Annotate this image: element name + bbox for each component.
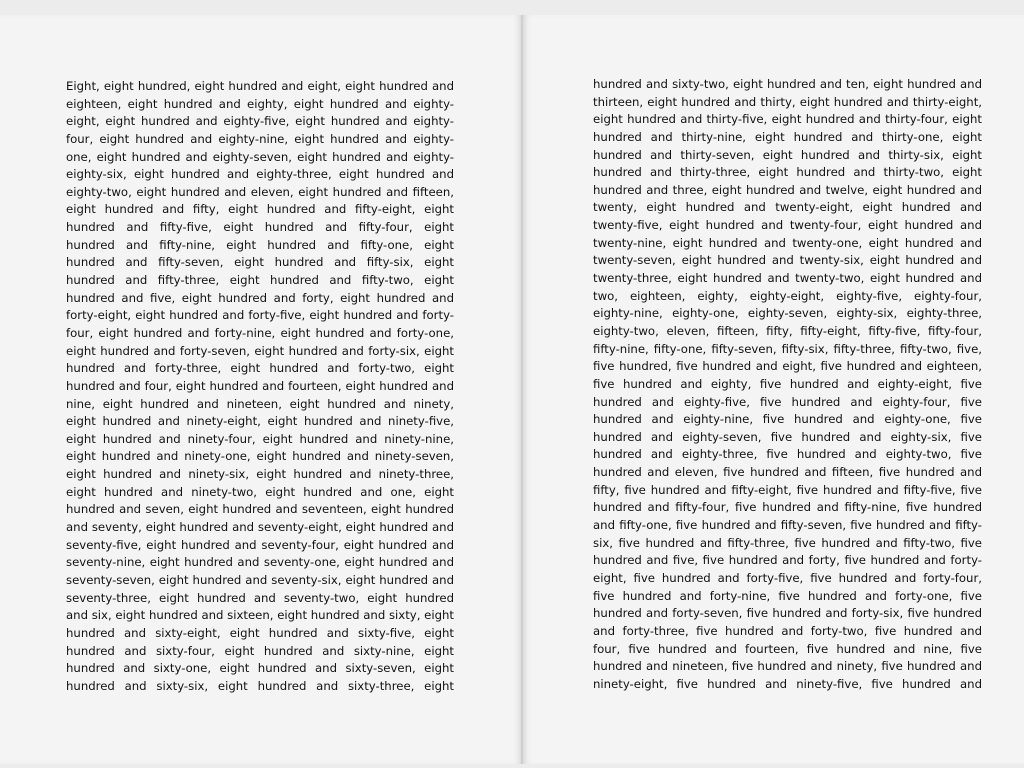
text-line-content: hundred and fifty-four, five hundred and fifty-nine, five hundred <box>593 500 982 515</box>
text-line-content: four, five hundred and fourteen, five hundred and nine, five <box>593 641 982 656</box>
text-line <box>593 446 982 464</box>
text-line-content: hundred and thirty-seven, eight hundred and thirty-six, eight <box>593 147 982 162</box>
text-line <box>66 166 454 184</box>
text-line <box>66 113 454 131</box>
text-line-content: hundred and four, eight hundred and fourteen, eight hundred and <box>66 378 454 393</box>
text-line <box>593 270 982 288</box>
text-line-content: seventy-three, eight hundred and seventy-two, eight hundred <box>66 590 454 605</box>
text-line <box>66 96 454 114</box>
text-line <box>593 658 982 676</box>
text-line <box>66 537 454 555</box>
text-line <box>593 252 982 270</box>
text-line <box>66 519 454 537</box>
text-line <box>593 129 982 147</box>
text-line-content: eight hundred and forty-seven, eight hundred and forty-six, eight <box>66 343 454 358</box>
text-line-content: eighteen, eight hundred and eighty, eight hundred and eighty- <box>66 96 454 111</box>
text-line-content: hundred and forty-seven, five hundred and forty-six, five hundred <box>593 606 982 621</box>
text-line-content: twenty-three, eight hundred and twenty-two, eight hundred and <box>593 271 982 286</box>
text-line-content: and fifty-one, five hundred and fifty-seven, five hundred and fifty- <box>593 518 982 533</box>
text-line-content: and forty-three, five hundred and forty-two, five hundred and <box>593 623 982 638</box>
text-line-content: and seventy, eight hundred and seventy-eight, eight hundred and <box>66 520 454 535</box>
text-line <box>66 643 454 661</box>
text-line <box>593 676 982 694</box>
text-line-content: four, eight hundred and forty-nine, eight hundred and forty-one, <box>66 325 454 340</box>
text-line <box>66 607 454 625</box>
text-line <box>66 360 454 378</box>
text-line <box>66 307 454 325</box>
text-line <box>593 394 982 412</box>
text-line <box>66 254 454 272</box>
text-line-content: twenty-five, eight hundred and twenty-four, eight hundred and <box>593 218 982 233</box>
text-line <box>593 517 982 535</box>
text-line-content: eight hundred and ninety-one, eight hundred and ninety-seven, <box>66 449 454 464</box>
text-line <box>66 448 454 466</box>
text-line-content: fifty, five hundred and fifty-eight, five hundred and fifty-five, five <box>593 482 982 497</box>
text-line-content: hundred and sixty-six, eight hundred and sixty-three, eight <box>66 678 454 693</box>
text-line-content: eighty-two, eight hundred and eleven, eight hundred and fifteen, <box>66 184 454 199</box>
text-line <box>593 235 982 253</box>
text-line-content: hundred and fifty-nine, eight hundred and fifty-one, eight <box>66 237 454 252</box>
text-line <box>593 76 982 94</box>
text-line-content: twenty, eight hundred and twenty-eight, eight hundred and <box>593 200 982 215</box>
text-line <box>593 147 982 165</box>
text-line <box>593 552 982 570</box>
text-line <box>66 413 454 431</box>
text-line <box>66 78 454 96</box>
right-page-text <box>593 76 982 693</box>
text-line <box>66 625 454 643</box>
text-line <box>66 290 454 308</box>
text-line-content: hundred and eleven, five hundred and fifteen, five hundred and <box>593 465 982 480</box>
text-line <box>593 305 982 323</box>
text-line <box>66 149 454 167</box>
text-line-content: hundred and eighty-seven, five hundred and eighty-six, five <box>593 429 982 444</box>
text-line <box>593 429 982 447</box>
text-line <box>66 237 454 255</box>
text-line <box>66 131 454 149</box>
text-line-content: five hundred, five hundred and eight, five hundred and eighteen, <box>593 359 982 374</box>
text-line-content: one, eight hundred and eighty-seven, eight hundred and eighty- <box>66 149 454 164</box>
text-line-content: seventy-nine, eight hundred and seventy-one, eight hundred and <box>66 555 454 570</box>
text-line-content: ninety-eight, five hundred and ninety-five, five hundred and <box>593 676 982 691</box>
text-line <box>593 605 982 623</box>
text-line <box>593 482 982 500</box>
text-line-content: thirteen, eight hundred and thirty, eight hundred and thirty-eight, <box>593 94 982 109</box>
text-line <box>593 358 982 376</box>
text-line-content: hundred and sixty-four, eight hundred and sixty-nine, eight <box>66 643 454 658</box>
text-line-content: and six, eight hundred and sixteen, eight hundred and sixty, eight <box>66 608 454 623</box>
text-line <box>593 570 982 588</box>
text-line <box>593 164 982 182</box>
text-line-content: eight hundred and ninety-four, eight hundred and ninety-nine, <box>66 431 454 446</box>
text-line <box>66 396 454 414</box>
text-line <box>66 572 454 590</box>
text-line-content: hundred and fifty-five, eight hundred and fifty-four, eight <box>66 220 454 235</box>
text-line <box>593 323 982 341</box>
text-line-content: hundred and eighty-five, five hundred and eighty-four, five <box>593 394 982 409</box>
text-line <box>66 678 454 696</box>
text-line-content: hundred and forty-three, eight hundred and forty-two, eight <box>66 361 454 376</box>
text-line <box>593 182 982 200</box>
text-line-content: five hundred and forty-nine, five hundred and forty-one, five <box>593 588 982 603</box>
text-line-content: four, eight hundred and eighty-nine, eight hundred and eighty- <box>66 131 454 146</box>
text-line <box>66 184 454 202</box>
text-line <box>66 484 454 502</box>
text-line-content: eight hundred and ninety-two, eight hundred and one, eight <box>66 484 454 499</box>
text-line <box>593 464 982 482</box>
text-line-content: hundred and nineteen, five hundred and ninety, five hundred and <box>593 659 982 674</box>
text-line <box>593 623 982 641</box>
text-line-content: hundred and thirty-three, eight hundred and thirty-two, eight <box>593 165 982 180</box>
text-line-content: fifty-nine, fifty-one, fifty-seven, fifty-six, fifty-three, fifty-two, five, <box>593 341 982 356</box>
text-line <box>66 325 454 343</box>
text-line <box>593 111 982 129</box>
text-line <box>66 554 454 572</box>
text-line-content: hundred and fifty-seven, eight hundred and fifty-six, eight <box>66 255 454 270</box>
text-line-content: six, five hundred and fifty-three, five hundred and fifty-two, five <box>593 535 982 550</box>
text-line-content: two, eighteen, eighty, eighty-eight, eighty-five, eighty-four, <box>593 288 982 303</box>
text-line-content: eighty-six, eight hundred and eighty-three, eight hundred and <box>66 167 454 182</box>
text-line-content: hundred and five, eight hundred and forty, eight hundred and <box>66 290 454 305</box>
text-line <box>66 590 454 608</box>
text-line <box>593 376 982 394</box>
text-line <box>593 588 982 606</box>
text-line <box>593 288 982 306</box>
text-line-content: hundred and seven, eight hundred and seventeen, eight hundred <box>66 502 454 517</box>
text-line <box>66 501 454 519</box>
text-line <box>66 378 454 396</box>
text-line-content: eight, five hundred and forty-five, five hundred and forty-four, <box>593 570 982 585</box>
text-line-content: seventy-seven, eight hundred and seventy-six, eight hundred and <box>66 572 454 587</box>
text-line-content: eighty-two, eleven, fifteen, fifty, fifty-eight, fifty-five, fifty-four, <box>593 323 982 338</box>
text-line-content: twenty-seven, eight hundred and twenty-six, eight hundred and <box>593 253 982 268</box>
text-line-content: nine, eight hundred and nineteen, eight hundred and ninety, <box>66 396 454 411</box>
text-line-content: five hundred and eighty, five hundred and eighty-eight, five <box>593 376 982 391</box>
text-line-content: eight hundred and thirty-five, eight hundred and thirty-four, eight <box>593 112 982 127</box>
text-line-content: hundred and thirty-nine, eight hundred and thirty-one, eight <box>593 129 982 144</box>
text-line <box>66 201 454 219</box>
text-line <box>66 660 454 678</box>
text-line-content: eight hundred and ninety-six, eight hundred and ninety-three, <box>66 467 454 482</box>
text-line-content: hundred and sixty-two, eight hundred and ten, eight hundred and <box>593 77 982 91</box>
text-line <box>66 431 454 449</box>
text-line-content: Eight, eight hundred, eight hundred and eight, eight hundred and <box>66 79 454 93</box>
text-line <box>66 343 454 361</box>
text-line <box>593 499 982 517</box>
text-line <box>593 341 982 359</box>
left-page <box>0 15 522 764</box>
text-line-content: eight, eight hundred and eighty-five, eight hundred and eighty- <box>66 114 454 129</box>
text-line-content: forty-eight, eight hundred and forty-five, eight hundred and forty- <box>66 308 454 323</box>
text-line-content: eight hundred and ninety-eight, eight hundred and ninety-five, <box>66 414 454 429</box>
text-line-content: hundred and eighty-three, five hundred and eighty-two, five <box>593 447 982 462</box>
text-line-content: hundred and sixty-eight, eight hundred and sixty-five, eight <box>66 625 454 640</box>
text-line <box>593 199 982 217</box>
right-page <box>523 15 1024 764</box>
left-page-text <box>66 78 454 695</box>
text-line-content: hundred and five, five hundred and forty, five hundred and forty- <box>593 553 982 568</box>
text-line-content: hundred and sixty-one, eight hundred and sixty-seven, eight <box>66 661 454 676</box>
text-line <box>593 641 982 659</box>
text-line <box>593 217 982 235</box>
text-line-content: twenty-nine, eight hundred and twenty-one, eight hundred and <box>593 235 982 250</box>
text-line <box>66 219 454 237</box>
text-line-content: seventy-five, eight hundred and seventy-four, eight hundred and <box>66 537 454 552</box>
text-line-content: hundred and three, eight hundred and twelve, eight hundred and <box>593 182 982 197</box>
text-line <box>593 411 982 429</box>
text-line-content: eighty-nine, eighty-one, eighty-seven, eighty-six, eighty-three, <box>593 306 982 321</box>
text-line <box>66 272 454 290</box>
text-line-content: hundred and eighty-nine, five hundred and eighty-one, five <box>593 412 982 427</box>
text-line <box>593 94 982 112</box>
text-line <box>593 535 982 553</box>
text-line <box>66 466 454 484</box>
text-line-content: eight hundred and fifty, eight hundred and fifty-eight, eight <box>66 202 454 217</box>
text-line-content: hundred and fifty-three, eight hundred and fifty-two, eight <box>66 273 454 288</box>
